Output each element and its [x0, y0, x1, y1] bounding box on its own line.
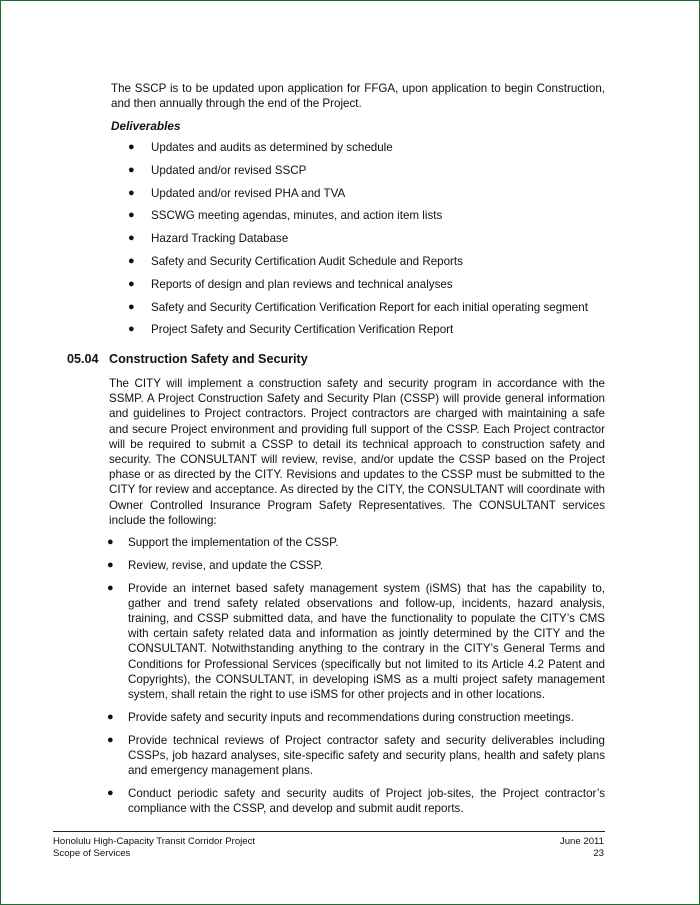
list-item: ● Hazard Tracking Database: [128, 232, 289, 246]
bullet-icon: ●: [128, 254, 135, 267]
list-item: ● Updated and/or revised SSCP: [128, 163, 307, 177]
list-item: ● Review, revise, and update the CSSP.: [107, 558, 324, 572]
list-item: ● Safety and Security Certification Verification Report for each initial operating segment: [128, 300, 588, 314]
section-number: 05.04: [67, 352, 99, 366]
page-number: 23: [593, 848, 604, 860]
bullet-icon: ●: [107, 733, 114, 746]
list-item: ● Reports of design and plan reviews and technical analyses: [128, 277, 453, 291]
bullet-icon: ●: [128, 277, 135, 290]
deliverables-list: [128, 140, 608, 345]
intro-paragraph: The SSCP is to be updated upon application for FFGA, upon application to begin Construction, and then annually through the end of the Project.: [111, 82, 605, 111]
bullet-icon: ●: [128, 300, 135, 313]
footer-divider: [53, 831, 605, 832]
list-item: ● Updates and audits as determined by schedule: [128, 141, 393, 154]
list-item: ● Support the implementation of the CSSP.: [107, 536, 339, 549]
list-item: ● Updated and/or revised PHA and TVA: [128, 186, 346, 200]
list-item: ● Project Safety and Security Certification Verification Report: [128, 323, 454, 337]
list-item: ● Provide safety and security inputs and recommendations during construction meetings.: [107, 710, 574, 724]
bullet-icon: ●: [107, 786, 114, 799]
section-body-paragraph: The CITY will implement a construction safety and security program in accordance with the SSMP. A Project Construction Safety and Security Plan (CSSP) will provide general information and guidelines to Project contractors. Project contractors are charged with maintaining a safe and secure Project environment and providing full support of the CSSP. Each Project contractor will be required to submit a CSSP to detail its technical approach to construction safety and security. The CONSULTANT will review, revise, and/or update the CSSP based on the Project phase or as directed by the CITY. Revisions and updates to the CSSP must be submitted to the CITY for review and acceptance. As directed by the CITY, the CONSULTANT will coordinate with Owner Controlled Insurance Program Safety Representatives. The CONSULTANT services include the following:: [109, 377, 605, 527]
list-item: ● SSCWG meeting agendas, minutes, and action item lists: [128, 209, 443, 223]
bullet-icon: ●: [128, 186, 135, 199]
list-item: ● Conduct periodic safety and security audits of Project job-sites, the Project contractor’s compliance with the CSSP, and develop and submit audit reports.: [107, 786, 605, 816]
list-item: ● Provide an internet based safety management system (iSMS) that has the capability to, gather and trend safety related observations and follow-up, incidents, hazard analysis, training, and CSSP submitted data, and have the functionality to populate the CITY’s CMS with certain safety related data and information as jointly determined by the CITY and the CONSULTANT. Notwithstanding anything to the contrary in the CITY’s General Terms and Conditions for Professional Services (specifically but not limited to its Article 4.2 Patent and Copyrights), the CONSULTANT, in developing iSMS as a multi project safety management system, shall retain the right to use iSMS for other projects and in other locations.: [107, 581, 605, 702]
section-title: Construction Safety and Security: [109, 352, 308, 366]
bullet-icon: ●: [128, 163, 135, 176]
bullet-icon: ●: [107, 558, 114, 571]
bullet-icon: ●: [107, 536, 114, 548]
list-item: ● Provide technical reviews of Project contractor safety and security deliverables including CSSPs, job hazard analyses, site-specific safety and security plans, health and safety plans and emergency management plans.: [107, 733, 605, 778]
bullet-icon: ●: [128, 141, 135, 153]
deliverables-heading: Deliverables: [111, 119, 181, 133]
section-heading: [67, 352, 308, 367]
bullet-icon: ●: [107, 710, 114, 723]
footer-document-name: Scope of Services: [53, 848, 131, 860]
footer-left: [53, 836, 255, 861]
bullet-icon: ●: [128, 209, 135, 222]
bullet-icon: ●: [128, 323, 135, 336]
footer-date: June 2011: [559, 836, 604, 847]
bullet-icon: ●: [107, 581, 114, 594]
list-item: ● Safety and Security Certification Audit Schedule and Reports: [128, 254, 463, 268]
services-list: [107, 535, 605, 824]
bullet-icon: ●: [128, 232, 135, 245]
footer-project-name: Honolulu High-Capacity Transit Corridor Project: [53, 836, 256, 847]
footer-right: [560, 836, 604, 861]
